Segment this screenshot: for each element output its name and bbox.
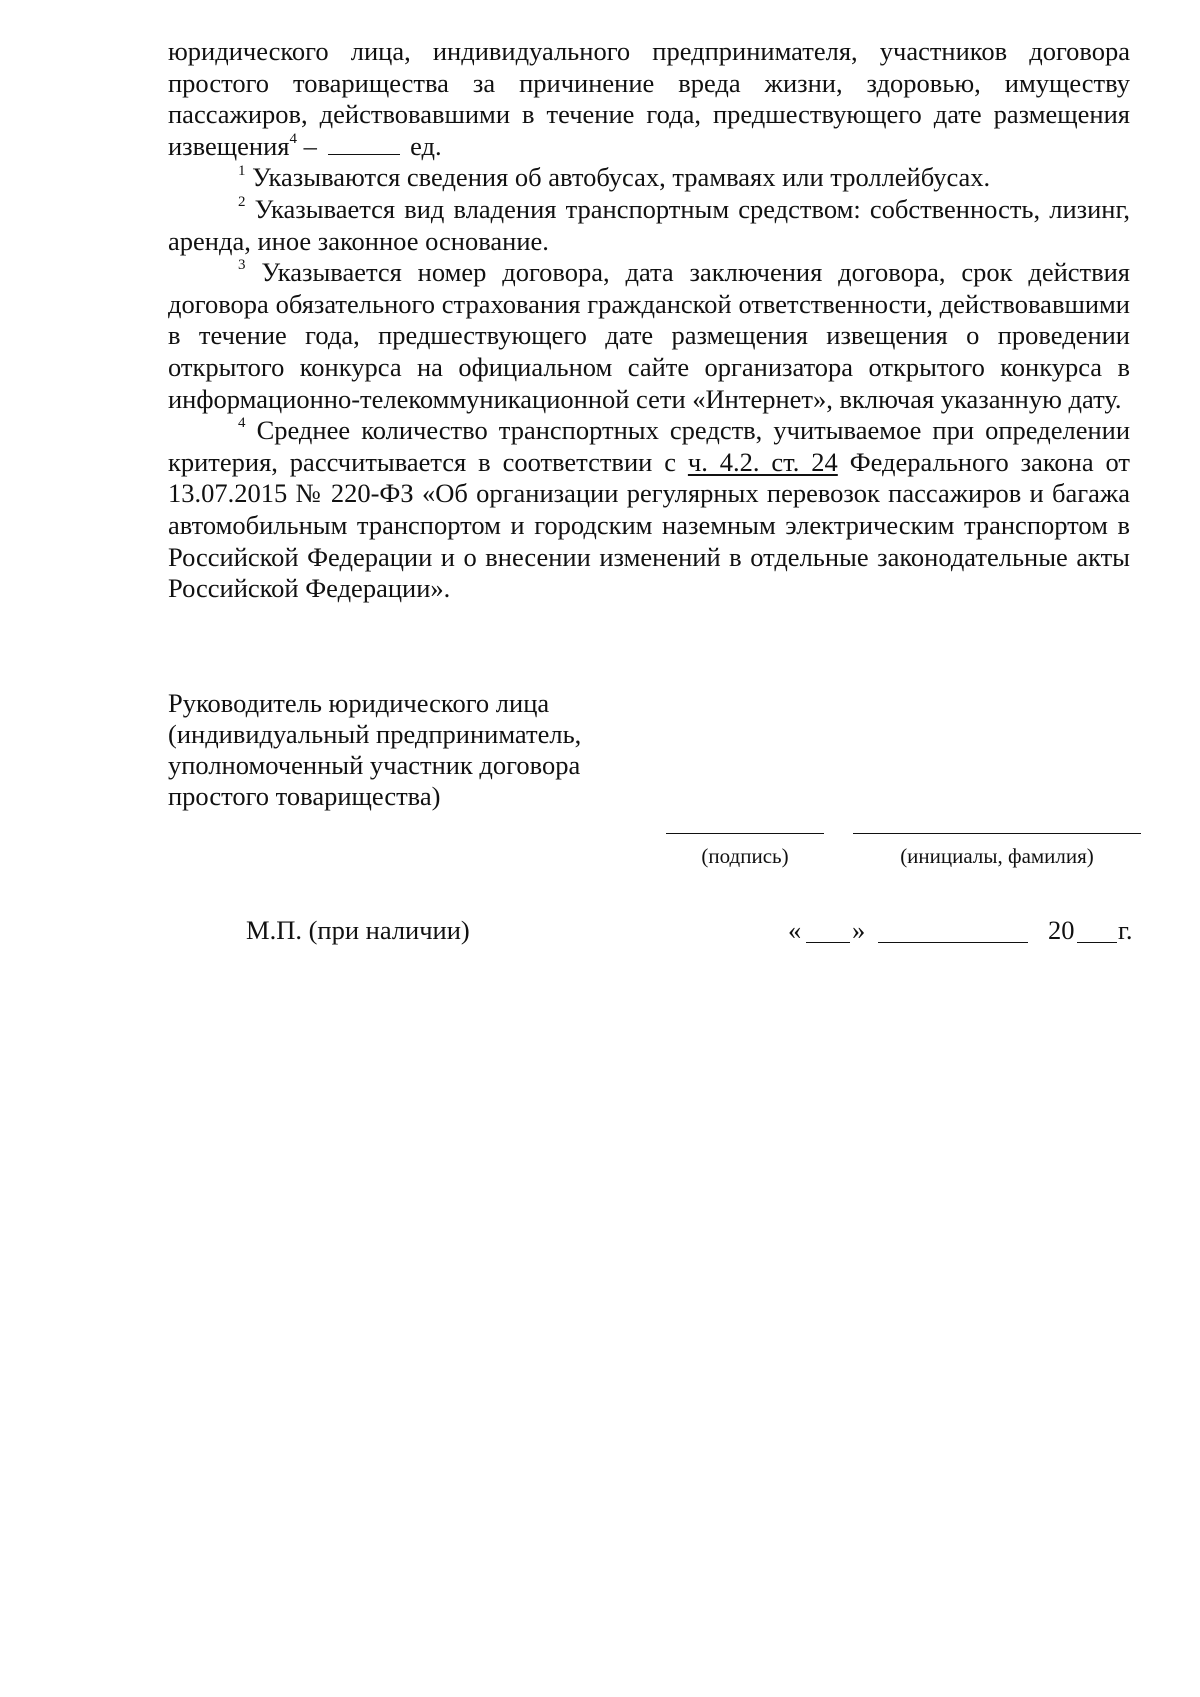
- footnote-3-text: Указывается номер договора, дата заключения договора, срок действия договора обязательного страхования гражданской ответственности, действовавшими в течение года, предшествующего дате размещения извещения о проведении открытого конкурса на официальном сайте организатора открытого конкурса в информационно-телекоммуникационной сети «Интернет», включая указанную дату.: [168, 257, 1130, 414]
- name-line: [853, 833, 1141, 834]
- footnote-marker-1: 1: [238, 162, 246, 179]
- date-field: [788, 914, 1140, 946]
- year-suffix: г.: [1118, 915, 1133, 945]
- month-blank-line: [878, 942, 1028, 943]
- footnote-3: [168, 257, 1130, 415]
- continuation-text: юридического лица, индивидуального предпринимателя, участников договора простого товарищества за причинение вреда жизни, здоровью, имуществу пассажиров, действовавшими в течение года, предшествующего дате размещения извещения: [168, 36, 1130, 161]
- signatory-line-3: уполномоченный участник договора: [168, 750, 581, 780]
- name-caption: (инициалы, фамилия): [900, 844, 1094, 868]
- date-open-quote: «: [788, 915, 802, 945]
- footnote-marker-2: 2: [238, 194, 246, 211]
- stamp-placeholder: М.П. (при наличии): [246, 915, 470, 945]
- continuation-dash: –: [303, 130, 317, 161]
- footnote-4-text-after: Федерального закона от 13.07.2015 № 220-ФЗ «Об организации регулярных перевозок пассажиров и багажа автомобильным транспортом и городским наземным электрическим транспортом в Российской Федерации и о внесении изменений в отдельные законодательные акты Российской Федерации».: [168, 446, 1130, 604]
- date-close-quote: »: [852, 915, 866, 945]
- footnote-4: [168, 415, 1130, 605]
- footnote-2-text: Указывается вид владения транспортным средством: собственность, лизинг, аренда, иное законное основание.: [168, 193, 1130, 256]
- signatory-line-4: простого товарищества): [168, 781, 441, 811]
- continuation-paragraph: [168, 36, 1130, 162]
- footnote-1-text: Указываются сведения об автобусах, трамваях или троллейбусах.: [252, 162, 991, 193]
- footnote-1: [168, 162, 1130, 194]
- footnote-4-text-before: Среднее количество транспортных средств, учитываемое при определении критерия, рассчитывается в соответствии с: [168, 415, 1130, 477]
- document-body: [168, 36, 1130, 605]
- signature-caption: (подпись): [701, 844, 789, 868]
- law-article-link[interactable]: ч. 4.2. ст. 24: [687, 446, 838, 477]
- signature-line: [666, 833, 824, 834]
- signatory-line-1: Руководитель юридического лица: [168, 688, 550, 718]
- footnote-2: [168, 194, 1130, 257]
- year-blank-line: [1077, 942, 1117, 943]
- day-blank-line: [806, 942, 850, 943]
- footnote-marker-4: 4: [238, 415, 246, 432]
- footnote-marker-3: 3: [238, 257, 246, 274]
- signatory-line-2: (индивидуальный предприниматель,: [168, 719, 582, 749]
- footnote-ref-4: 4: [289, 130, 297, 147]
- continuation-unit: ед.: [410, 130, 442, 161]
- year-prefix: 20: [1048, 915, 1075, 945]
- signatory-block: [168, 688, 688, 812]
- count-blank-line: [328, 134, 400, 155]
